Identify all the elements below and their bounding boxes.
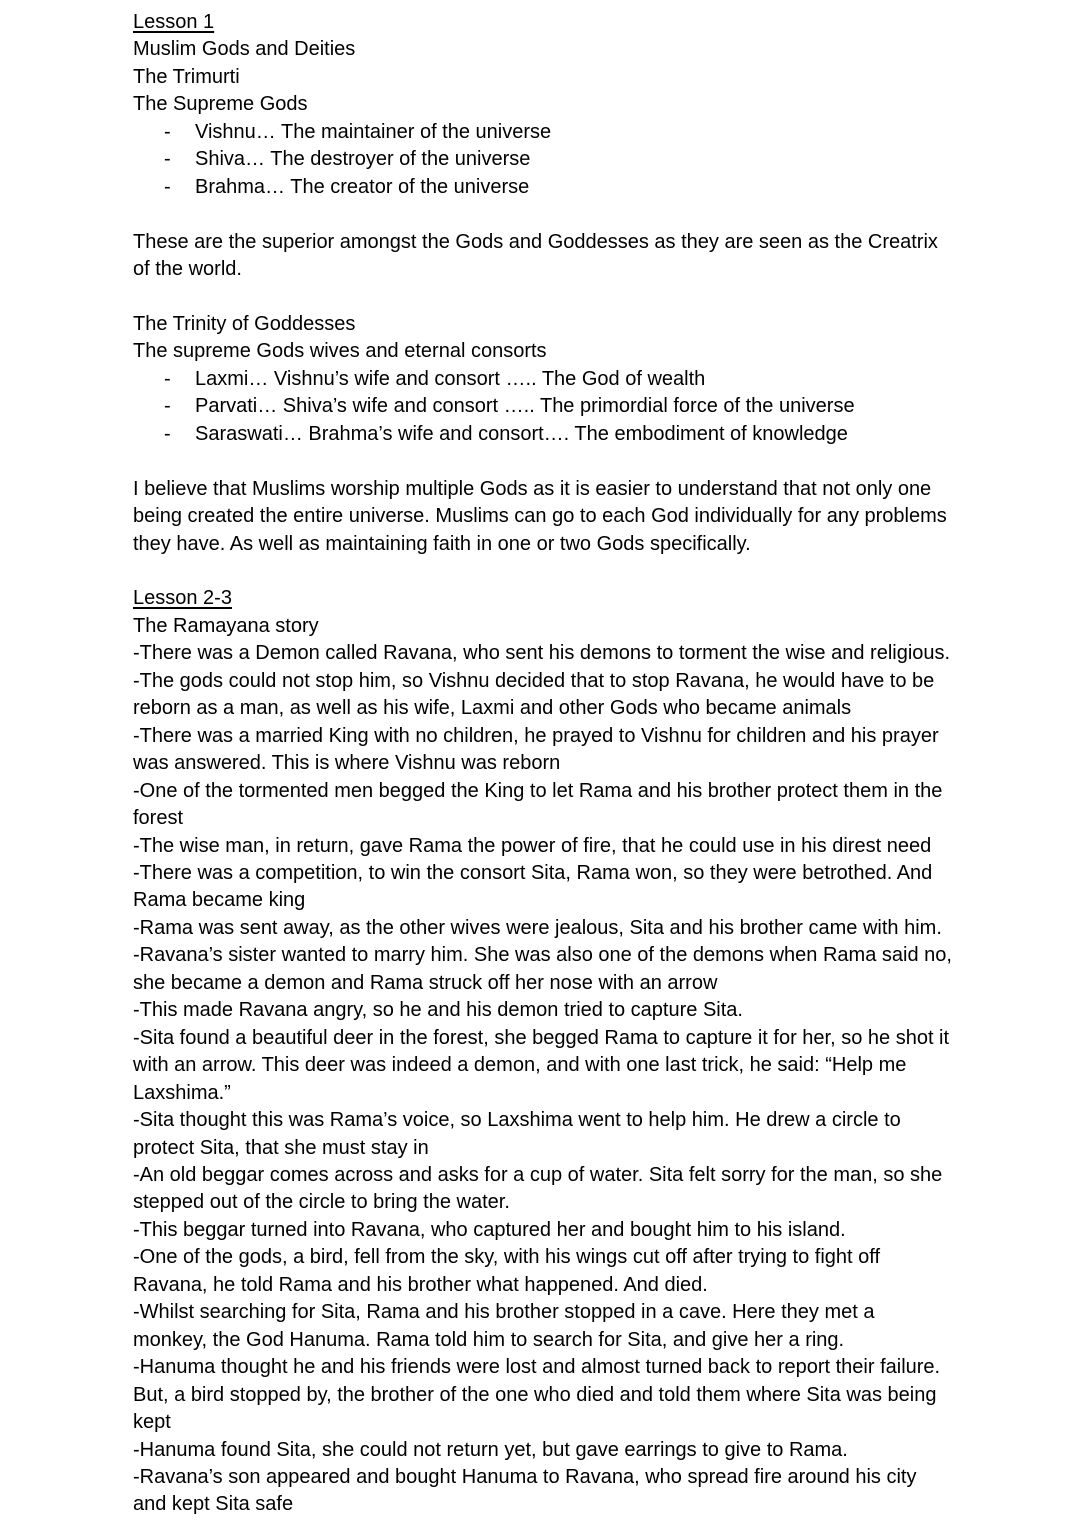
blank-line [133, 448, 953, 475]
ramayana-note: -The gods could not stop him, so Vishnu decided that to stop Ravana, he would have to be reborn as a man, as well as his wife, Laxmi and other Gods who became animals [133, 669, 935, 720]
belief-paragraph: I believe that Muslims worship multiple Gods as it is easier to understand that not only one being created the entire universe. Muslims can go to each God individually for any problems they have. As well as maintaining faith in one or two Gods specifically. [133, 477, 947, 555]
goddesses-list [133, 366, 953, 448]
lesson-1-heading: Lesson 1 [133, 11, 215, 33]
ramayana-note: -Ravana’s sister wanted to marry him. She was also one of the demons when Rama said no, she became a demon and Rama struck off her nose with an arrow [133, 944, 952, 994]
ramayana-story-title: The Ramayana story [133, 614, 319, 637]
lesson-1-subtitle: Muslim Gods and Deities [133, 38, 356, 61]
gods-list [133, 119, 953, 201]
goddess-list-item: - Laxmi… Vishnu’s wife and consort ….. The God of wealth [133, 366, 953, 393]
ramayana-note: -An old beggar comes across and asks for a cup of water. Sita felt sorry for the man, so she stepped out of the circle to bring the water. [133, 1163, 943, 1214]
blank-line [133, 201, 953, 228]
ramayana-note: -Ravana’s son appeared and bought Hanuma to Ravana, who spread fire around his city and kept Sita safe [133, 1465, 917, 1516]
ramayana-note: -Hanuma thought he and his friends were lost and almost turned back to report their failure. But, a bird stopped by, the brother of the one who died and told them where Sita was being kept [133, 1356, 941, 1434]
ramayana-note: -Rama was sent away, as the other wives were jealous, Sita and his brother came with him. [133, 916, 942, 939]
god-list-item: - Vishnu… The maintainer of the universe [133, 119, 953, 146]
ramayana-note: -This made Ravana angry, so he and his demon tried to capture Sita. [133, 999, 743, 1022]
goddess-trinity-heading: The Trinity of Goddesses [133, 312, 356, 335]
ramayana-note: -One of the gods, a bird, fell from the sky, with his wings cut off after trying to fight off Ravana, he told Rama and his brother what happened. And died. [133, 1246, 881, 1296]
ramayana-note: -Sita thought this was Rama’s voice, so Laxshima went to help him. He drew a circle to protect Sita, that she must stay in [133, 1109, 901, 1159]
trimurti-line: The Trimurti [133, 65, 240, 88]
ramayana-note: -Sita found a beautiful deer in the forest, she begged Rama to capture it for her, so he shot it with an arrow. This deer was indeed a demon, and with one last trick, he said: “Help me Laxshima.” [133, 1026, 950, 1104]
ramayana-note: -One of the tormented men begged the King to let Rama and his brother protect them in the forest [133, 779, 943, 830]
ramayana-note: -There was a competition, to win the consort Sita, Rama won, so they were betrothed. And Rama became king [133, 861, 933, 912]
superior-gods-paragraph: These are the superior amongst the Gods and Goddesses as they are seen as the Creatrix of the world. [133, 230, 938, 281]
god-list-item: - Shiva… The destroyer of the universe [133, 146, 953, 173]
goddess-subheading: The supreme Gods wives and eternal consorts [133, 340, 547, 363]
ramayana-note: -The wise man, in return, gave Rama the power of fire, that he could use in his direst need [133, 834, 932, 857]
ramayana-note: -There was a married King with no children, he prayed to Vishnu for children and his prayer was answered. This is where Vishnu was reborn [133, 724, 939, 775]
goddess-list-item: - Parvati… Shiva’s wife and consort ….. The primordial force of the universe [133, 393, 953, 420]
blank-line [133, 284, 953, 311]
ramayana-note: -There was a Demon called Ravana, who sent his demons to torment the wise and religious. [133, 642, 951, 665]
ramayana-note: -Hanuma found Sita, she could not return yet, but gave earrings to give to Rama. [133, 1438, 848, 1461]
supreme-gods-line: The Supreme Gods [133, 93, 308, 116]
blank-line [133, 558, 953, 585]
god-list-item: - Brahma… The creator of the universe [133, 174, 953, 201]
ramayana-note: -Whilst searching for Sita, Rama and his brother stopped in a cave. Here they met a monkey, the God Hanuma. Rama told him to search for Sita, and give her a ring. [133, 1301, 875, 1351]
lesson-2-3-heading: Lesson 2-3 [133, 587, 232, 610]
goddess-list-item: - Saraswati… Brahma’s wife and consort…. The embodiment of knowledge [133, 421, 953, 448]
ramayana-note: -This beggar turned into Ravana, who captured her and bought him to his island. [133, 1218, 846, 1241]
